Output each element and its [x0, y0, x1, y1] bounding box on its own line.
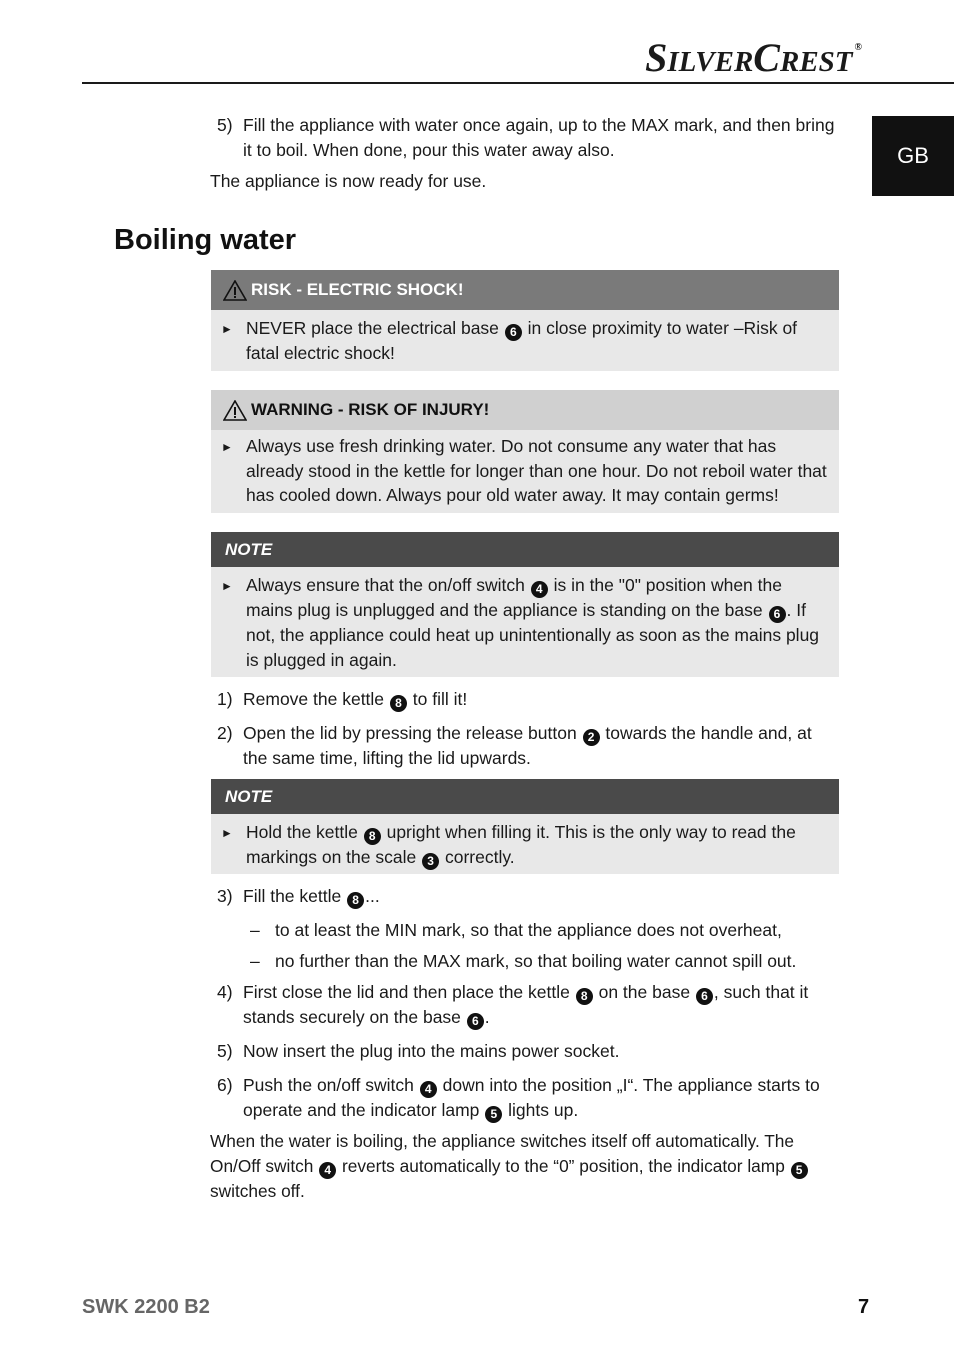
note-2-bullet-text: Hold the kettle 8 upright when filling it. This is the only way to read the markings on the scale 3 correctly.: [246, 822, 796, 868]
warning-triangle-icon: [223, 280, 247, 301]
ref-badge: 6: [467, 1013, 484, 1030]
brand-letter: C: [753, 35, 780, 80]
step-4: [217, 980, 837, 1030]
header-rule: [82, 82, 954, 84]
ref-badge: 6: [505, 324, 522, 341]
sub-item-max: [250, 949, 840, 974]
risk-box-title: RISK - ELECTRIC SHOCK!: [251, 280, 464, 299]
step-number: 5): [217, 1041, 233, 1061]
warning-bullet: [211, 430, 839, 512]
step-text: Fill the appliance with water once again, up to the MAX mark, and then bring it to boil. When done, pour this water away also.: [243, 115, 835, 160]
step-number: 3): [217, 886, 233, 906]
step-3: [217, 884, 837, 909]
language-tab: [872, 116, 954, 196]
ref-badge: 8: [364, 828, 381, 845]
step-2: [217, 721, 837, 771]
note-box-header: [211, 532, 839, 567]
step-5: [217, 1039, 837, 1064]
ref-badge: 6: [696, 988, 713, 1005]
note-1-bullet: [211, 567, 839, 676]
registered-mark: ®: [854, 42, 862, 53]
step-text: Remove the kettle 8 to fill it!: [243, 689, 468, 710]
note-box-2: [211, 779, 839, 874]
language-tab-label: GB: [897, 143, 929, 168]
sub-item-text: no further than the MAX mark, so that boiling water cannot spill out.: [275, 951, 797, 971]
step-5-prep: [217, 113, 837, 162]
step-1: [217, 687, 837, 712]
bullet-arrow-icon: ►: [221, 322, 233, 336]
step-text: Push the on/off switch 4 down into the position „I“. The appliance starts to operate and the indicator lamp 5 lights up.: [243, 1075, 820, 1121]
ref-badge: 8: [576, 988, 593, 1005]
bullet-arrow-icon: ►: [221, 579, 233, 593]
section-title: Boiling water: [114, 224, 297, 256]
ref-badge: 8: [347, 892, 364, 909]
ref-badge: 5: [791, 1162, 808, 1179]
brand-logo: [645, 34, 862, 81]
note-box-1: [211, 532, 839, 677]
note-1-bullet-text: Always ensure that the on/off switch 4 is in the "0" position when the mains plug is unplugged and the appliance is standing on the base 6 . If not, the appliance could heat up unintentionally as soon as the mains plug is plugged in again.: [246, 575, 820, 670]
ref-badge: 4: [420, 1081, 437, 1098]
ref-badge: 2: [583, 729, 600, 746]
risk-box: [211, 270, 839, 371]
step-text: Fill the kettle 8 ...: [243, 886, 380, 907]
step-number: 1): [217, 689, 233, 709]
ref-badge: 4: [319, 1162, 336, 1179]
brand-letters: ILVER: [667, 46, 754, 78]
step-number: 2): [217, 723, 233, 743]
sub-item-text: to at least the MIN mark, so that the appliance does not overheat,: [275, 920, 782, 940]
warning-box: [211, 390, 839, 513]
footer-model-number: SWK 2200 B2: [82, 1296, 210, 1318]
ref-badge: 8: [390, 695, 407, 712]
dash-marker: –: [250, 920, 260, 940]
risk-box-header: [211, 270, 839, 310]
step-text: First close the lid and then place the kettle 8 on the base 6 , such that it stands securely on the base 6 .: [243, 982, 809, 1028]
step-text: Now insert the plug into the mains power socket.: [243, 1041, 620, 1061]
bullet-arrow-icon: ►: [221, 826, 233, 840]
brand-letter: S: [645, 35, 668, 80]
ref-badge: 4: [531, 581, 548, 598]
step-6: [217, 1073, 837, 1123]
warning-bullet-text: Always use fresh drinking water. Do not consume any water that has already stood in the kettle for longer than one hour. Do not reboil water that has cooled down. Always pour old water away. It may contain germs!: [246, 436, 827, 505]
warning-triangle-icon: [223, 400, 247, 421]
page-number: 7: [858, 1296, 870, 1318]
bullet-arrow-icon: ►: [221, 440, 233, 454]
step-number: 6): [217, 1075, 233, 1095]
warning-box-header: [211, 390, 839, 430]
risk-bullet: [211, 310, 839, 370]
step-text: Open the lid by pressing the release button 2 towards the handle and, at the same time, lifting the lid upwards.: [243, 723, 812, 768]
closing-text: When the water is boiling, the appliance switches itself off automatically. The On/Off switch 4 reverts automatically to the “0” position, the indicator lamp 5 switches off.: [210, 1129, 844, 1203]
warning-box-title: WARNING - RISK OF INJURY!: [251, 400, 490, 419]
note-box-title: NOTE: [225, 539, 273, 559]
risk-bullet-text: NEVER place the electrical base 6 in close proximity to water –Risk of fatal electric shock!: [246, 318, 798, 363]
note-box-header: [211, 779, 839, 814]
ref-badge: 6: [769, 606, 786, 623]
ref-badge: 5: [485, 1106, 502, 1123]
note-box-title: NOTE: [225, 786, 273, 806]
ref-badge: 3: [422, 853, 439, 870]
sub-item-min: [250, 918, 840, 943]
ready-text: The appliance is now ready for use.: [210, 171, 487, 191]
step-number: 4): [217, 982, 233, 1002]
brand-letters: REST: [779, 46, 853, 78]
dash-marker: –: [250, 951, 260, 971]
step-number: 5): [217, 115, 233, 135]
note-2-bullet: [211, 814, 839, 874]
